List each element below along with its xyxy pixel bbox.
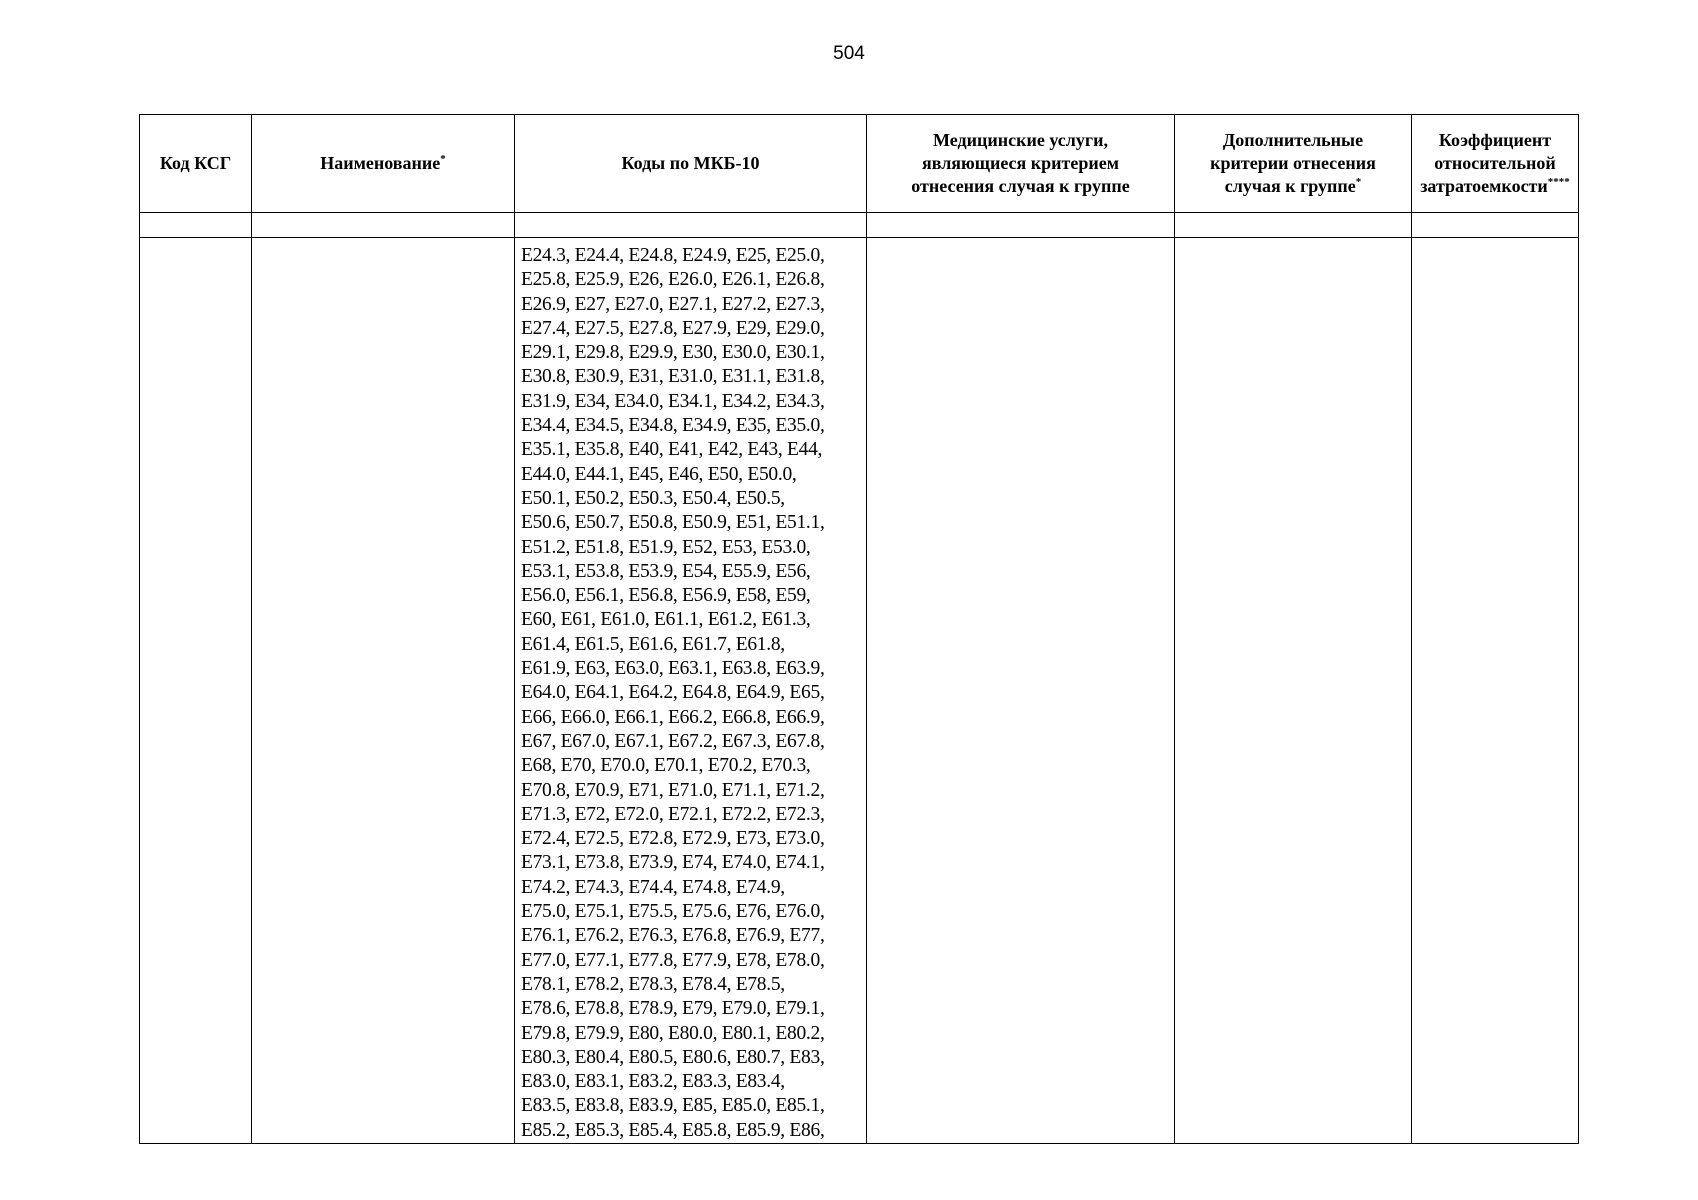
cell-medical-services <box>867 238 1175 1144</box>
cell-name <box>252 238 515 1144</box>
ksg-table <box>139 114 1579 1144</box>
cell-additional-criteria <box>1175 238 1412 1144</box>
spacer-cell <box>140 213 252 238</box>
header-name: Наименование* <box>252 115 515 213</box>
mkb10-codes-line: E50.6, E50.7, E50.8, E50.9, E51, E51.1, <box>521 512 825 534</box>
mkb10-codes-line: E72.4, E72.5, E72.8, E72.9, E73, E73.0, <box>521 828 825 850</box>
mkb10-codes-line: E53.1, E53.8, E53.9, E54, E55.9, E56, <box>521 560 811 582</box>
mkb10-codes-line: E34.4, E34.5, E34.8, E34.9, E35, E35.0, <box>521 415 825 437</box>
mkb10-codes-line: E24.3, E24.4, E24.8, E24.9, E25, E25.0, <box>521 245 825 266</box>
mkb10-codes-line: E50.1, E50.2, E50.3, E50.4, E50.5, <box>521 487 785 509</box>
mkb10-codes-line: E85.2, E85.3, E85.4, E85.8, E85.9, E86, <box>521 1119 825 1141</box>
mkb10-codes-line: E30.8, E30.9, E31, E31.0, E31.1, E31.8, <box>521 366 825 388</box>
table-row <box>140 238 1579 1144</box>
mkb10-codes-line: E68, E70, E70.0, E70.1, E70.2, E70.3, <box>521 755 811 777</box>
spacer-cell <box>515 213 867 238</box>
header-mkb10-codes: Коды по МКБ-10 <box>515 115 867 213</box>
mkb10-codes-line: E71.3, E72, E72.0, E72.1, E72.2, E72.3, <box>521 803 825 825</box>
mkb10-codes-line: E83.5, E83.8, E83.9, E85, E85.0, E85.1, <box>521 1095 825 1117</box>
cell-cost-coefficient <box>1412 238 1579 1144</box>
page-number: 504 <box>833 43 865 64</box>
spacer-cell <box>1175 213 1412 238</box>
mkb10-codes-line: E29.1, E29.8, E29.9, E30, E30.0, E30.1, <box>521 342 825 364</box>
mkb10-codes-line: E25.8, E25.9, E26, E26.0, E26.1, E26.8, <box>521 269 825 291</box>
mkb10-codes-line: E66, E66.0, E66.1, E66.2, E66.8, E66.9, <box>521 706 825 728</box>
mkb10-codes-line: E51.2, E51.8, E51.9, E52, E53, E53.0, <box>521 536 811 558</box>
mkb10-codes-line: E61.9, E63, E63.0, E63.1, E63.8, E63.9, <box>521 658 825 680</box>
mkb10-codes-line: E74.2, E74.3, E74.4, E74.8, E74.9, <box>521 876 785 898</box>
mkb10-codes-line: E73.1, E73.8, E73.9, E74, E74.0, E74.1, <box>521 852 825 874</box>
mkb10-codes-line: E67, E67.0, E67.1, E67.2, E67.3, E67.8, <box>521 730 825 752</box>
spacer-cell <box>867 213 1175 238</box>
mkb10-codes-line: E78.6, E78.8, E78.9, E79, E79.0, E79.1, <box>521 998 825 1020</box>
mkb10-codes-line: E77.0, E77.1, E77.8, E77.9, E78, E78.0, <box>521 949 825 971</box>
cell-mkb10-codes <box>515 238 867 1144</box>
mkb10-codes-line: E27.4, E27.5, E27.8, E27.9, E29, E29.0, <box>521 317 825 339</box>
header-cost-coefficient: Коэффициент относительной затратоемкости**** <box>1412 115 1579 213</box>
mkb10-codes-line: E60, E61, E61.0, E61.1, E61.2, E61.3, <box>521 609 811 631</box>
mkb10-codes-line: E70.8, E70.9, E71, E71.0, E71.1, E71.2, <box>521 779 825 801</box>
mkb10-codes-line: E75.0, E75.1, E75.5, E75.6, E76, E76.0, <box>521 901 825 923</box>
header-additional-criteria: Дополнительные критерии отнесения случая к группе* <box>1175 115 1412 213</box>
cell-ksg-code <box>140 238 252 1144</box>
mkb10-codes-list <box>515 238 866 1143</box>
header-ksg-code: Код КСГ <box>140 115 252 213</box>
table-spacer-row <box>140 213 1579 238</box>
mkb10-codes-line: E80.3, E80.4, E80.5, E80.6, E80.7, E83, <box>521 1046 825 1068</box>
spacer-cell <box>252 213 515 238</box>
mkb10-codes-line: E79.8, E79.9, E80, E80.0, E80.1, E80.2, <box>521 1022 825 1044</box>
spacer-cell <box>1412 213 1579 238</box>
table-header-row <box>140 115 1579 213</box>
mkb10-codes-line: E78.1, E78.2, E78.3, E78.4, E78.5, <box>521 973 785 995</box>
mkb10-codes-line: E44.0, E44.1, E45, E46, E50, E50.0, <box>521 463 797 485</box>
mkb10-codes-line: E35.1, E35.8, E40, E41, E42, E43, E44, <box>521 439 823 461</box>
mkb10-codes-line: E56.0, E56.1, E56.8, E56.9, E58, E59, <box>521 585 811 607</box>
header-medical-services: Медицинские услуги, являющиеся критерием отнесения случая к группе <box>867 115 1175 213</box>
mkb10-codes-line: E83.0, E83.1, E83.2, E83.3, E83.4, <box>521 1071 785 1093</box>
mkb10-codes-line: E31.9, E34, E34.0, E34.1, E34.2, E34.3, <box>521 390 825 412</box>
mkb10-codes-line: E61.4, E61.5, E61.6, E61.7, E61.8, <box>521 633 785 655</box>
mkb10-codes-line: E64.0, E64.1, E64.2, E64.8, E64.9, E65, <box>521 682 825 704</box>
mkb10-codes-line: E26.9, E27, E27.0, E27.1, E27.2, E27.3, <box>521 293 825 315</box>
mkb10-codes-line: E76.1, E76.2, E76.3, E76.8, E76.9, E77, <box>521 925 825 947</box>
